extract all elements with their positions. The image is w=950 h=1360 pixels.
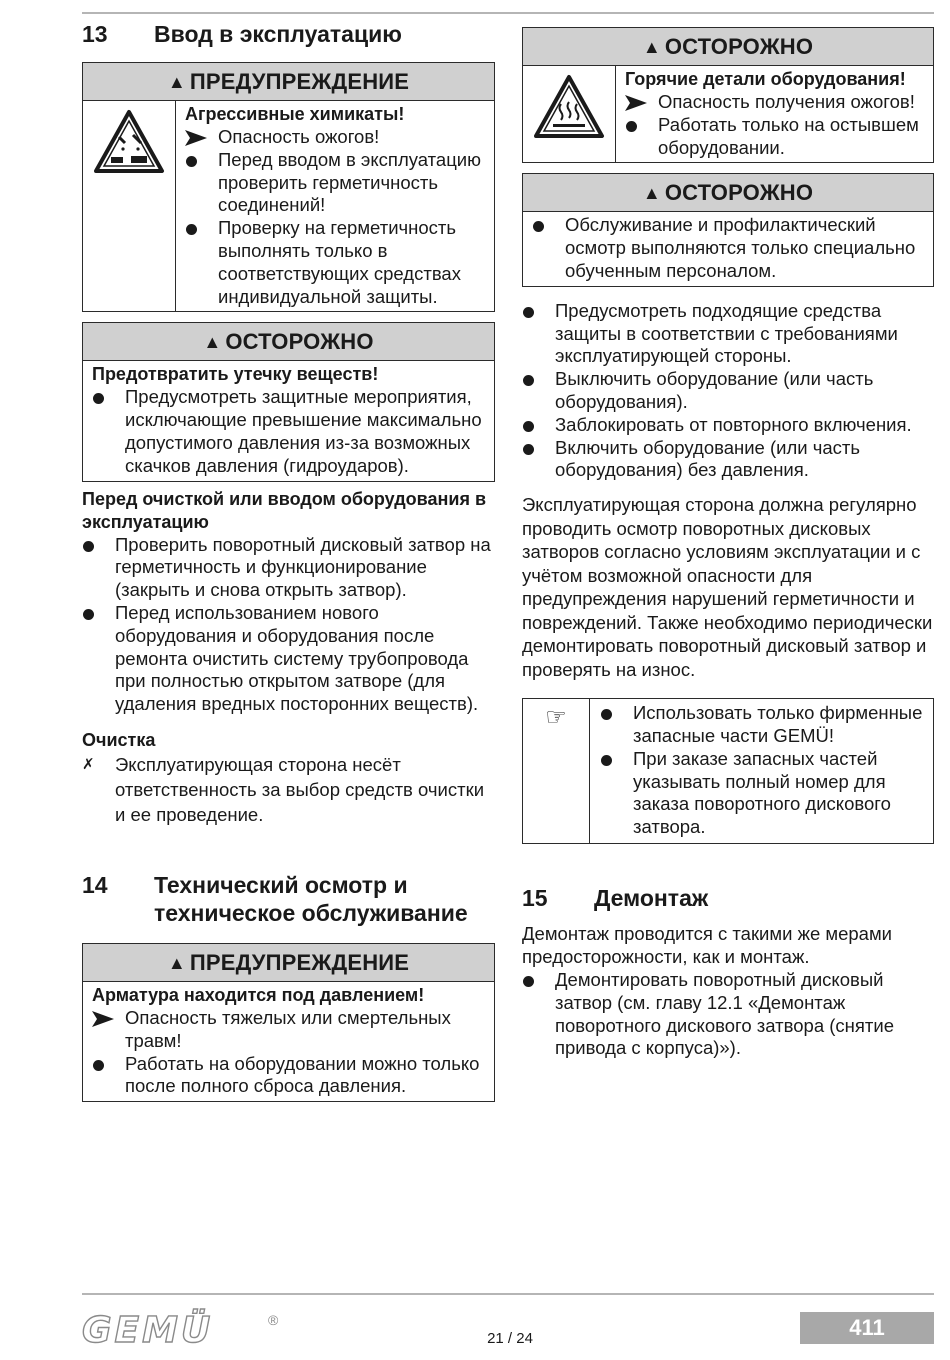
list-item: Перед использованием нового оборудования и оборудования после ремонта очистить систему трубопровода при полностью открытом затворе (для удаления вредных посторонних веществ). — [82, 602, 495, 716]
bullet-icon — [185, 149, 218, 217]
left-column — [82, 20, 495, 1102]
cross-marker-icon: ✗ — [82, 755, 95, 773]
list-item: Работать на оборудовании можно только после полного сброса давления. — [92, 1053, 486, 1099]
box-header — [523, 28, 933, 66]
dismantling-paragraph: Демонтаж проводится с такими же мерами предосторожности, как и монтаж. — [522, 922, 893, 968]
corrosive-hazard-icon — [83, 101, 176, 311]
warning-triangle-icon: ▲ — [167, 72, 186, 92]
box-header-label: ПРЕДУПРЕЖДЕНИЕ — [189, 69, 410, 94]
list-item: Опасность получения ожогов! — [625, 91, 925, 114]
list-item: Предусмотреть защитные мероприятия, исключающие превышение максимально допустимого давления из-за возможных скачков давления (гидроударов). — [92, 386, 486, 477]
dismantling-list — [522, 969, 934, 1060]
list-item: Обслуживание и профилактический осмотр выполняются только специально обученным персоналом. — [532, 214, 925, 282]
box-header-label: ОСТОРОЖНО — [664, 34, 814, 59]
caution-box-staff — [522, 173, 934, 286]
list-item: Проверить поворотный дисковый затвор на герметичность и функционирование (закрыть и снова открыть затвор). — [82, 534, 495, 602]
registered-mark: ® — [268, 1312, 279, 1328]
bullet-icon — [532, 214, 565, 282]
list-item: Выключить оборудование (или часть оборудования). — [522, 368, 934, 414]
list-item: Опасность тяжелых или смертельных травм! — [92, 1007, 486, 1053]
list-item: Опасность ожогов! — [185, 126, 486, 149]
list-item: Предусмотреть подходящие средства защиты в соответствии с требованиями эксплуатирующей стороны. — [522, 300, 934, 368]
section-number: 15 — [522, 884, 548, 911]
box-header-label: ОСТОРОЖНО — [225, 329, 374, 355]
warning-triangle-icon: ▲ — [167, 952, 186, 973]
warning-triangle-icon: ▲ — [203, 332, 222, 353]
bullet-icon — [522, 368, 555, 414]
bullet-icon — [522, 300, 555, 368]
caution-box-hot — [522, 27, 934, 163]
cleaning-list — [82, 752, 495, 827]
bullet-icon — [522, 414, 555, 437]
warning-triangle-icon: ▲ — [642, 37, 661, 57]
box-header-label: ПРЕДУПРЕЖДЕНИЕ — [189, 949, 410, 975]
bullet-icon — [82, 534, 115, 602]
section-number: 13 — [82, 21, 108, 47]
box-label: Арматура находится под давлением! — [92, 984, 425, 1005]
section-number: 14 — [82, 871, 108, 898]
list-item: Включить оборудование (или часть оборудования) без давления. — [522, 437, 934, 483]
list-item: Использовать только фирменные запасные части GEMÜ! — [600, 702, 927, 748]
page-number-badge: 411 — [800, 1312, 934, 1344]
box-header-label: ОСТОРОЖНО — [664, 180, 814, 206]
arrow-marker-icon — [185, 126, 218, 149]
pointing-hand-icon: ☞ — [523, 699, 590, 843]
bullet-icon — [600, 748, 633, 839]
note-box-spare-parts — [522, 698, 934, 844]
arrow-marker-icon — [92, 1007, 125, 1053]
list-item: Заблокировать от повторного включения. — [522, 414, 934, 437]
list-item: ✗ Эксплуатирующая сторона несёт ответственность за выбор средств очистки и ее проведение. — [82, 753, 485, 825]
bullet-icon — [625, 114, 658, 160]
cleaning-heading: Очистка — [82, 729, 156, 750]
bullet-icon — [522, 437, 555, 483]
box-header — [83, 323, 494, 361]
section-title: Технический осмотр и техническое обслуживание — [154, 871, 468, 926]
bullet-icon — [185, 217, 218, 308]
section-title: Демонтаж — [594, 884, 709, 911]
warning-triangle-icon: ▲ — [642, 183, 661, 204]
section-14-heading — [82, 871, 495, 927]
bullet-icon — [600, 702, 633, 748]
arrow-marker-icon — [625, 91, 658, 114]
section-13-heading — [82, 20, 495, 48]
footer-rule — [82, 1293, 934, 1295]
box-label: Предотвратить утечку веществ! — [92, 364, 379, 385]
inspection-paragraph: Эксплуатирующая сторона должна регулярно проводить осмотр поворотных дисковых затворов согласно условиям эксплуатации и с учётом возможной опасности для предупреждения нарушений герметичности и повреждений. Также необходимо периодически демонтировать поворотный дисковый затвор и проверять на износ. — [522, 494, 933, 680]
warning-box-pressure — [82, 943, 495, 1102]
box-label: Агрессивные химикаты! — [185, 104, 405, 124]
bullet-icon — [82, 602, 115, 716]
prep-list — [82, 534, 495, 716]
box-header — [83, 944, 494, 982]
section-15-heading — [522, 884, 934, 912]
right-column — [522, 27, 934, 1060]
bullet-icon — [92, 1053, 125, 1099]
list-item: Работать только на остывшем оборудовании. — [625, 114, 925, 160]
warning-box-chemicals — [82, 62, 495, 312]
list-item: Перед вводом в эксплуатацию проверить герметичность соединений! — [185, 149, 486, 217]
box-header — [523, 174, 933, 212]
maintenance-steps — [522, 300, 934, 482]
bullet-icon — [522, 969, 555, 1060]
bullet-icon — [92, 386, 125, 477]
list-item: При заказе запасных частей указывать полный номер для заказа поворотного дискового затвора. — [600, 748, 927, 839]
hot-surface-icon — [523, 66, 616, 162]
gemu-logo: GEMÜ — [82, 1310, 214, 1351]
list-item: Проверку на герметичность выполнять только в соответствующих средствах индивидуальной защиты. — [185, 217, 486, 308]
page-of-count: 21 / 24 — [487, 1330, 533, 1347]
section-title: Ввод в эксплуатацию — [154, 21, 402, 47]
prep-heading: Перед очисткой или вводом оборудования в эксплуатацию — [82, 488, 487, 532]
box-label: Горячие детали оборудования! — [625, 69, 906, 89]
box-header — [83, 63, 494, 101]
list-item: Демонтировать поворотный дисковый затвор (см. главу 12.1 «Демонтаж поворотного дискового затвора (снятие привода с корпуса)»). — [522, 969, 934, 1060]
caution-box-leak — [82, 322, 495, 481]
top-rule — [82, 12, 934, 14]
